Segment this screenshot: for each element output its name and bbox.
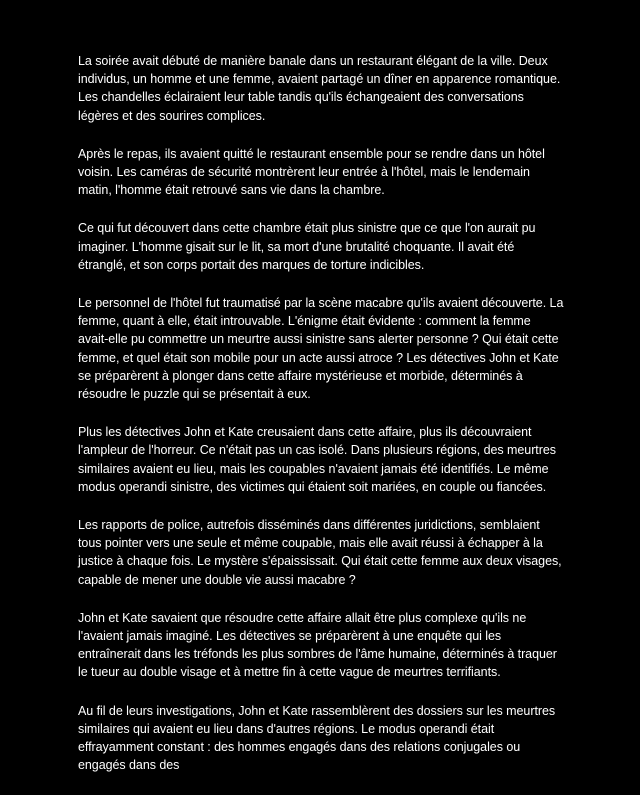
paragraph-6: Les rapports de police, autrefois disséminés dans différentes juridictions, semblaient tous pointer vers une seule et même coupable, mais elle avait réussi à échapper à la justice à chaque fois. Le mystère s'épaississait. Qui était cette femme aux deux visages, capable de mener une double vie aussi macabre ? xyxy=(78,518,562,587)
paragraph-8: Au fil de leurs investigations, John et Kate rassemblèrent des dossiers sur les meurtres similaires qui avaient eu lieu dans d'autres régions. Le modus operandi était effrayamment constant : des hommes engagés dans des relations conjugales ou engagés dans des xyxy=(78,703,556,773)
paragraph-5: Plus les détectives John et Kate creusaient dans cette affaire, plus ils découvraient l'ampleur de l'horreur. Ce n'était pas un cas isolé. Dans plusieurs régions, des meurtres similaires avaient eu lieu, mais les coupables n'avaient jamais été identifiés. Le même modus operandi sinistre, des victimes qui étaient soit mariées, en couple ou fiancées. xyxy=(78,425,556,494)
story-text-column xyxy=(78,52,564,795)
paragraph-7: John et Kate savaient que résoudre cette affaire allait être plus complexe qu'ils ne l'avaient jamais imaginé. Les détectives se préparèrent à une enquête qui les entraînerait dans les tréfonds les plus sombres de l'âme humaine, déterminés à traquer le tueur au double visage et à mettre fin à cette vague de meurtres terrifiants. xyxy=(78,610,557,680)
paragraph-2: Après le repas, ils avaient quitté le restaurant ensemble pour se rendre dans un hôtel voisin. Les caméras de sécurité montrèrent leur entrée à l'hôtel, mais le lendemain matin, l'homme était retrouvé sans vie dans la chambre. xyxy=(78,146,545,198)
paragraph-3: Ce qui fut découvert dans cette chambre était plus sinistre que ce que l'on aurait pu imaginer. L'homme gisait sur le lit, sa mort d'une brutalité choquante. Il avait été étranglé, et son corps portait des marques de torture indicibles. xyxy=(78,221,536,272)
paragraph-1: La soirée avait débuté de manière banale dans un restaurant élégant de la ville. Deux individus, un homme et une femme, avaient partagé un dîner en apparence romantique. Les chandelles éclairaient leur table tandis qu'ils échangeaient des conversations légères et des sourires complices. xyxy=(78,54,561,123)
paragraph-4: Le personnel de l'hôtel fut traumatisé par la scène macabre qu'ils avaient découverte. La femme, quant à elle, était introuvable. L'énigme était évidente : comment la femme avait-elle pu commettre un meurtre aussi sinistre sans alerter personne ? Qui était cette femme, et quel était son mobile pour un acte aussi atroce ? Les détectives John et Kate se préparèrent à plonger dans cette affaire mystérieuse et morbide, déterminés à résoudre le puzzle qui se présentait à eux. xyxy=(78,296,564,402)
